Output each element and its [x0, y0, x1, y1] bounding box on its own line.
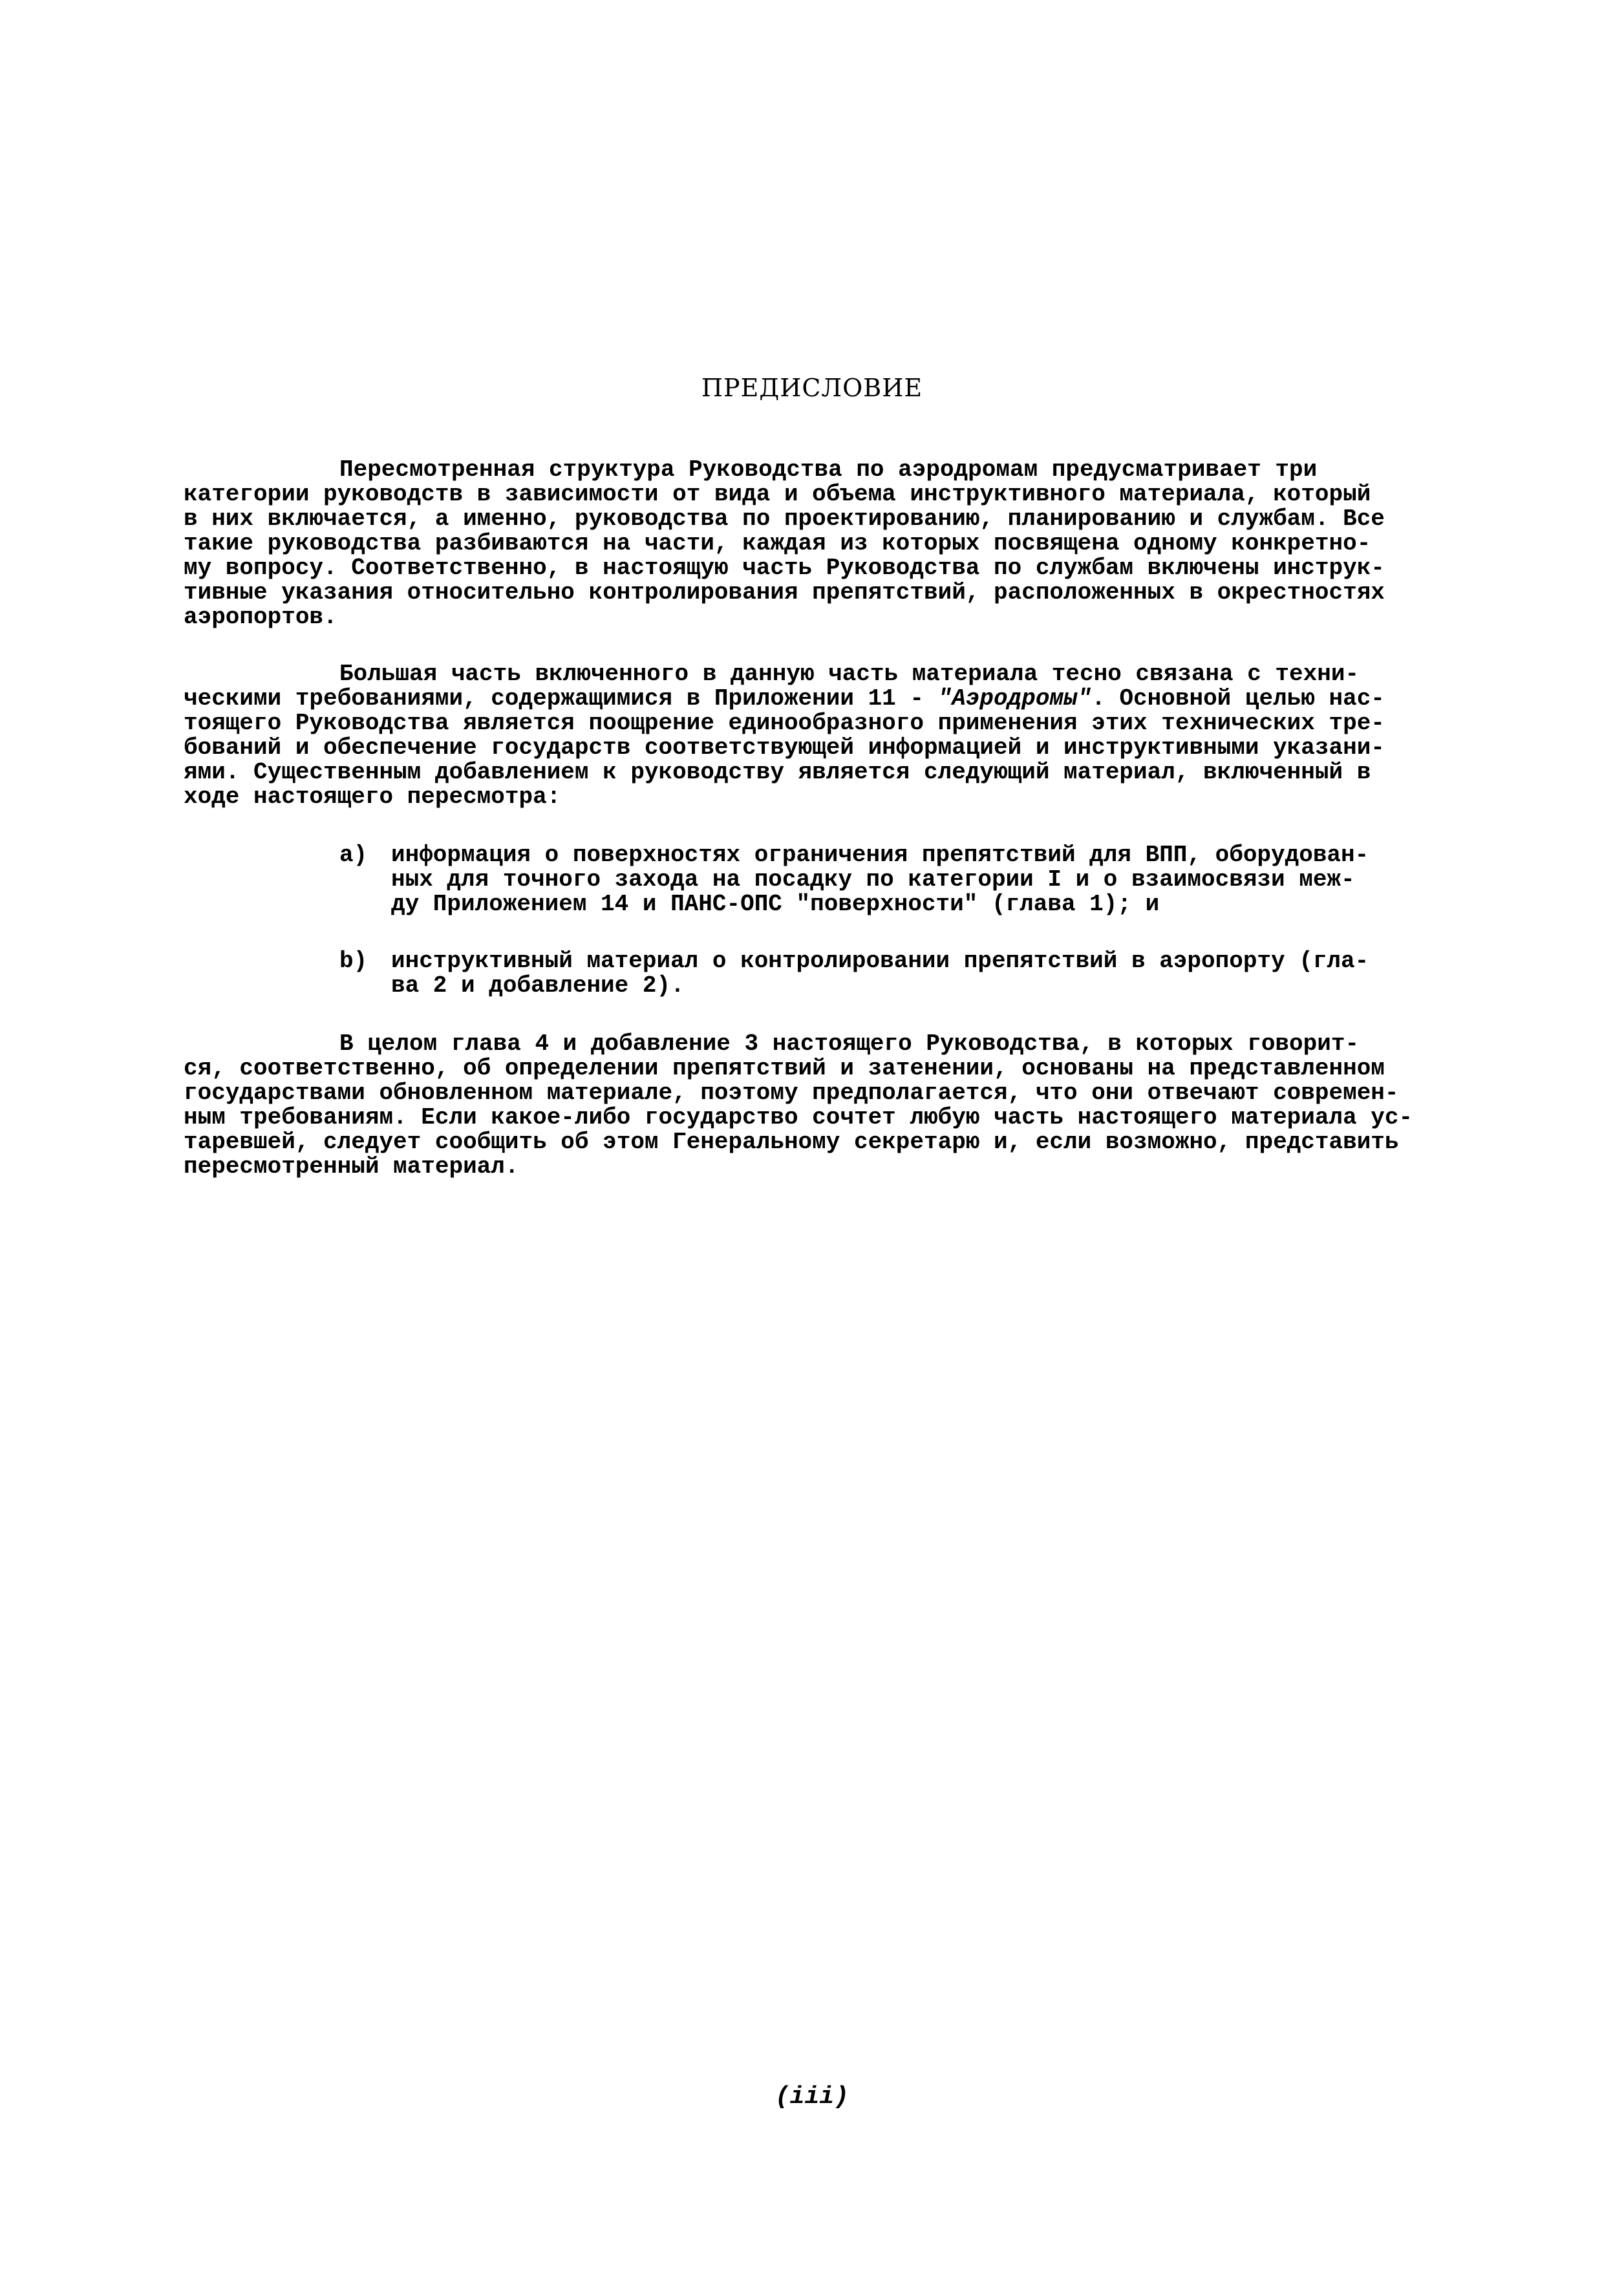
paragraph-line: Пересмотренная структура Руководства по аэродромам предусматривает три [339, 456, 1318, 483]
list-line: ду Приложением 14 и ПАНС-ОПС "поверхности" (глава 1); и [391, 891, 1160, 917]
paragraph-text: ческими требованиями, содержащимися в Приложении 11 - [184, 685, 938, 712]
list-line: информация о поверхностях ограничения препятствий для ВПП, оборудован- [391, 842, 1369, 868]
paragraph-line: категории руководств в зависимости от вида и объема инструктивного материала, который [184, 481, 1371, 507]
paragraph-line: таревшей, следует сообщить об этом Генеральному секретарю и, если возможно, представить [184, 1129, 1399, 1155]
list-line: инструктивный материал о контролировании препятствий в аэропорту (гла- [391, 948, 1369, 974]
paragraph-line: Большая часть включенного в данную часть материала тесно связана с техни- [339, 661, 1360, 687]
paragraph-line: такие руководства разбиваются на части, каждая из которых посвящена одному конкретно- [184, 530, 1371, 557]
paragraph-line: В целом глава 4 и добавление 3 настоящего Руководства, в которых говорит- [339, 1031, 1360, 1057]
paragraph-text: . Основной целью нас- [1091, 685, 1385, 712]
paragraph-line: ным требованиям. Если какое-либо государство сочтет любую часть настоящего материала ус- [184, 1104, 1413, 1131]
list-marker: b) [339, 948, 368, 974]
list-line: ных для точного захода на посадку по категории I и о взаимосвязи меж- [391, 866, 1355, 893]
paragraph-line: му вопросу. Соответственно, в настоящую часть Руководства по службам включены инструк- [184, 555, 1385, 581]
paragraph-line: ходе настоящего пересмотра: [184, 784, 561, 810]
list-marker: a) [339, 842, 368, 868]
paragraph-line: в них включается, а именно, руководства по проектированию, планированию и службам. Все [184, 506, 1385, 532]
paragraph-line: бований и обеспечение государств соответствующей информацией и инструктивными указани- [184, 734, 1385, 761]
page-title: ПРЕДИСЛОВИЕ [701, 374, 923, 402]
page-number: (iii) [775, 2083, 849, 2111]
paragraph-line: ями. Существенным добавлением к руководству является следующий материал, включенный в [184, 759, 1371, 785]
paragraph-line: пересмотренный материал. [184, 1153, 519, 1180]
paragraph-line [184, 687, 1385, 711]
annex-title: "Аэродромы" [937, 685, 1092, 712]
paragraph-line: тивные указания относительно контролирования препятствий, расположенных в окрестностях [184, 579, 1385, 606]
paragraph-line: ся, соответственно, об определении препятствий и затенении, основаны на представленном [184, 1055, 1385, 1082]
paragraph-line: аэропортов. [184, 604, 337, 630]
paragraph-line: государствами обновленном материале, поэтому предполагается, что они отвечают современ- [184, 1080, 1399, 1106]
list-line: ва 2 и добавление 2). [391, 972, 685, 999]
paragraph-line: тоящего Руководства является поощрение единообразного применения этих технических тре- [184, 710, 1385, 736]
